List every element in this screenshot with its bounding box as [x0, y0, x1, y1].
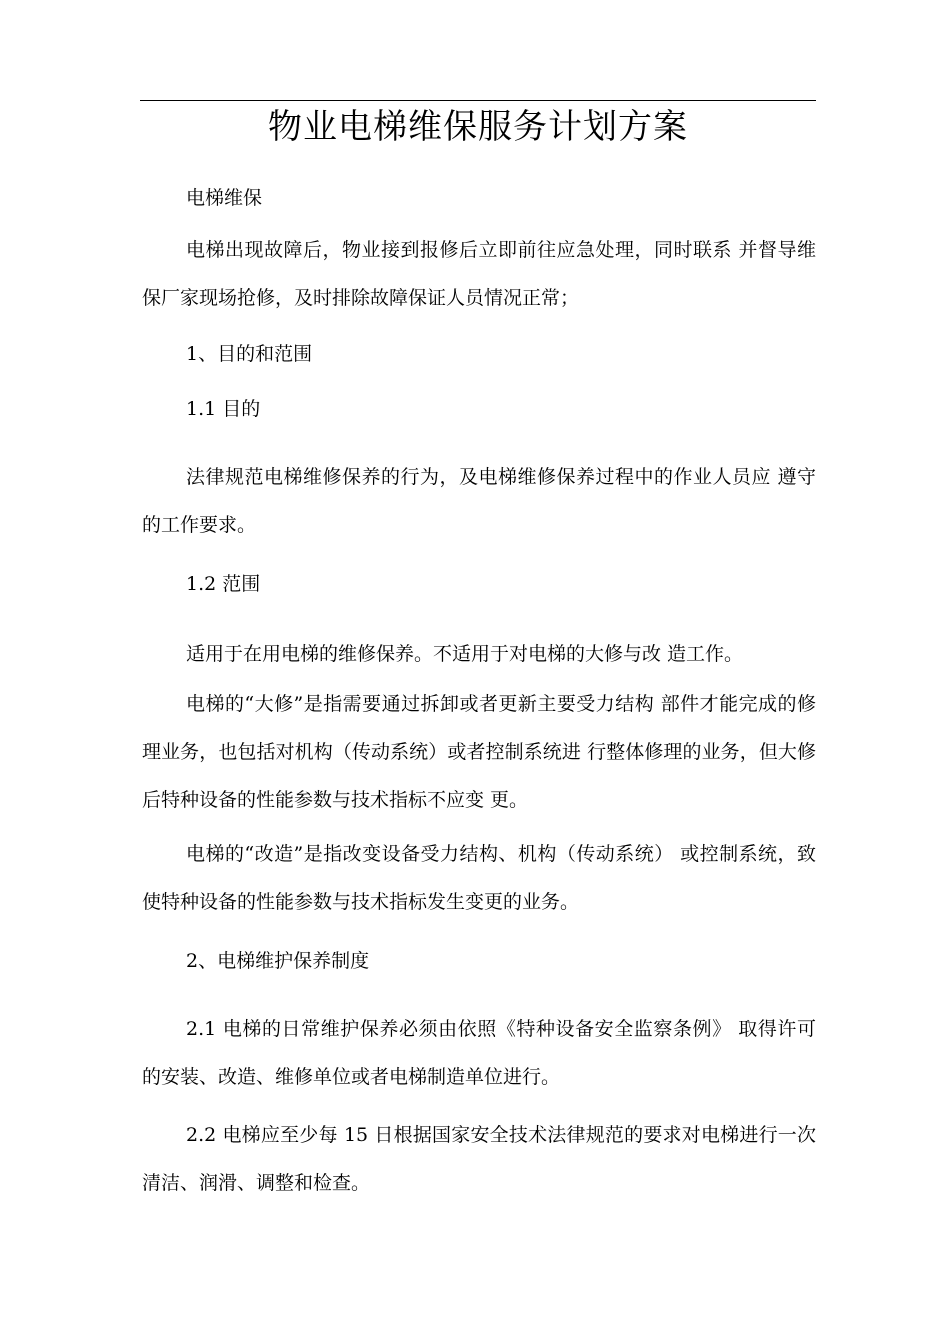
subsection-heading: 1.2 范围: [186, 573, 261, 595]
body-paragraph: 2.2 电梯应至少每 15 日根据国家安全技术法律规范的要求对电梯进行一次清洁、润滑、调整和检查。: [142, 1124, 816, 1194]
section-heading: 1、目的和范围: [186, 343, 313, 365]
body-paragraph: 电梯的“大修”是指需要通过拆卸或者更新主要受力结构 部件才能完成的修理业务，也包括对机构（传动系统）或者控制系统进 行整体修理的业务，但大修后特种设备的性能参数与技术指标不应变 更。: [142, 693, 816, 811]
document-title: 物业电梯维保服务计划方案: [268, 107, 688, 147]
body-paragraph: 2.1 电梯的日常维护保养必须由依照《特种设备安全监察条例》 取得许可的安装、改造、维修单位或者电梯制造单位进行。: [142, 1018, 816, 1088]
subsection-heading: 1.1 目的: [186, 398, 261, 420]
header-rule: [140, 100, 816, 101]
body-paragraph: 电梯出现故障后，物业接到报修后立即前往应急处理，同时联系 并督导维保厂家现场抢修，及时排除故障保证人员情况正常；: [142, 239, 816, 309]
section-heading: 电梯维保: [186, 187, 263, 209]
section-heading: 2、电梯维护保养制度: [186, 950, 370, 972]
body-paragraph: 电梯的“改造”是指改变设备受力结构、机构（传动系统） 或控制系统，致使特种设备的性能参数与技术指标发生变更的业务。: [142, 843, 816, 913]
body-paragraph: 适用于在用电梯的维修保养。不适用于对电梯的大修与改 造工作。: [186, 643, 744, 665]
body-paragraph: 法律规范电梯维修保养的行为，及电梯维修保养过程中的作业人员应 遵守的工作要求。: [142, 466, 816, 536]
